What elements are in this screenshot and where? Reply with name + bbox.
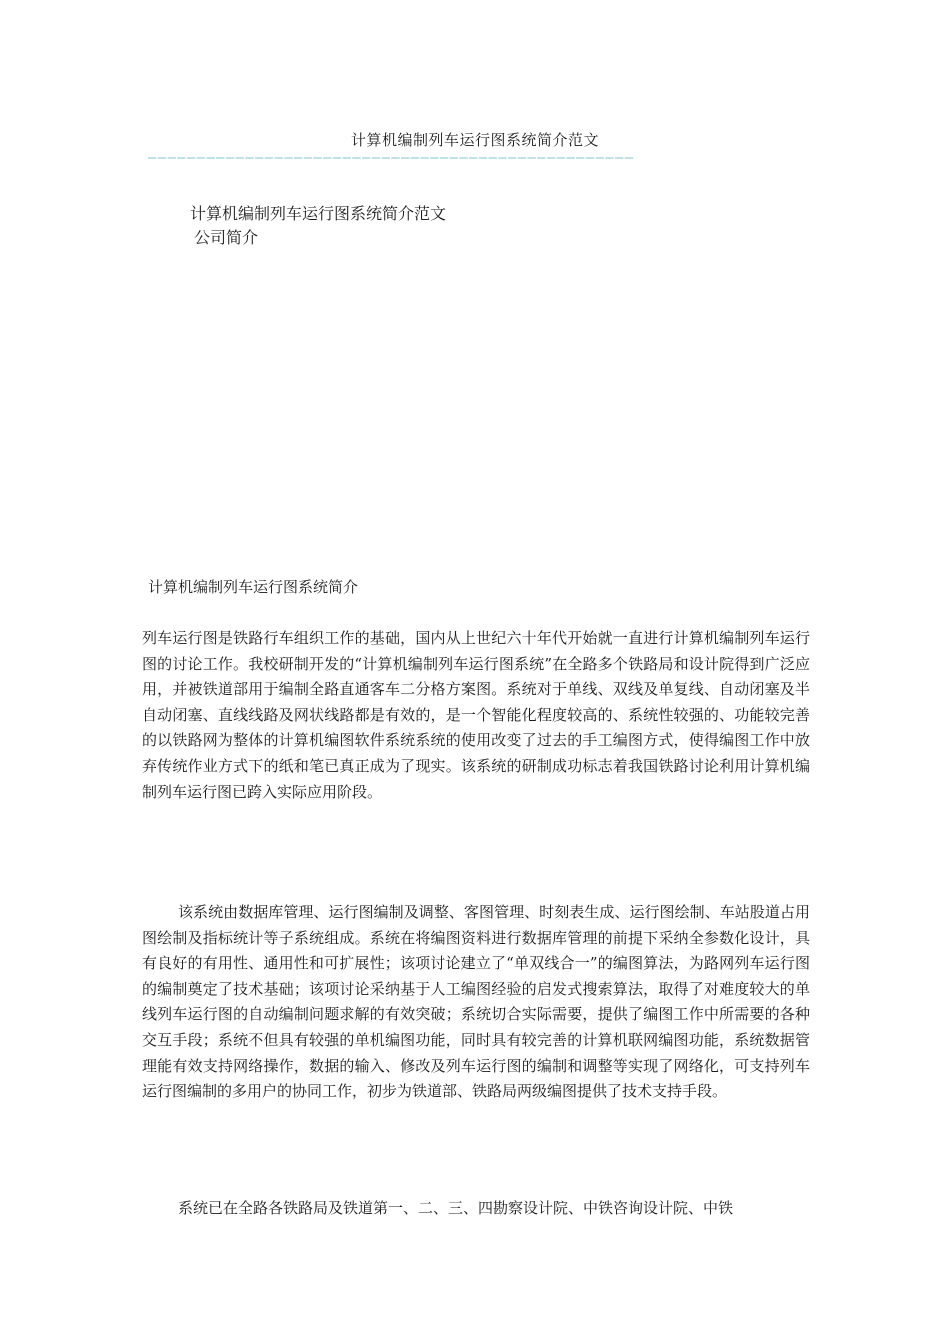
paragraph-intro: 列车运行图是铁路行车组织工作的基础，国内从上世纪六十年代开始就一直进行计算机编制列车运行图的讨论工作。我校研制开发的“计算机编制列车运行图系统”在全路多个铁路局和设计院得到广泛应用，并被铁道部用于编制全路直通客车二分格方案图。系统对于单线、双线及单复线、自动闭塞及半自动闭塞、直线线路及网状线路都是有效的，是一个智能化程度较高的、系统性较强的、功能较完善的以铁路网为整体的计算机编图软件系统系统的使用改变了过去的手工编图方式，使得编图工作中放弃传统作业方式下的纸和笔已真正成为了现实。该系统的研制成功标志着我国铁路讨论利用计算机编制列车运行图已跨入实际应用阶段。: [142, 629, 810, 801]
document-subtitle: 公司简介: [194, 228, 259, 247]
section-heading: 计算机编制列车运行图系统简介: [148, 578, 359, 596]
header-divider: ——————————————————————————————————————————————————: [148, 151, 635, 165]
document-title: 计算机编制列车运行图系统简介范文: [190, 204, 447, 223]
paragraph-components: 该系统由数据库管理、运行图编制及调整、客图管理、时刻表生成、运行图绘制、车站股道占用图绘制及指标统计等子系统组成。系统在将编图资料进行数据库管理的前提下采纳全参数化设计，具有良好的有用性、通用性和可扩展性；该项讨论建立了“单双线合一”的编图算法，为路网列车运行图的编制奠定了技术基础；该项讨论采纳基于人工编图经验的启发式搜索算法，取得了对难度较大的单线列车运行图的自动编制问题求解的有效突破；系统切合实际需要，提供了编图工作中所需要的各种交互手段；系统不但具有较强的单机编图功能，同时具有较完善的计算机联网编图功能，系统数据管理能有效支持网络操作，数据的输入、修改及列车运行图的编制和调整等实现了网络化，可支持列车运行图编制的多用户的协同工作，初步为铁道部、铁路局两级编图提供了技术支持手段。: [142, 903, 810, 1101]
page-header-title: 计算机编制列车运行图系统简介范文: [350, 131, 599, 149]
paragraph-deployment: 系统已在全路各铁路局及铁道第一、二、三、四勘察设计院、中铁咨询设计院、中铁: [178, 1199, 734, 1217]
